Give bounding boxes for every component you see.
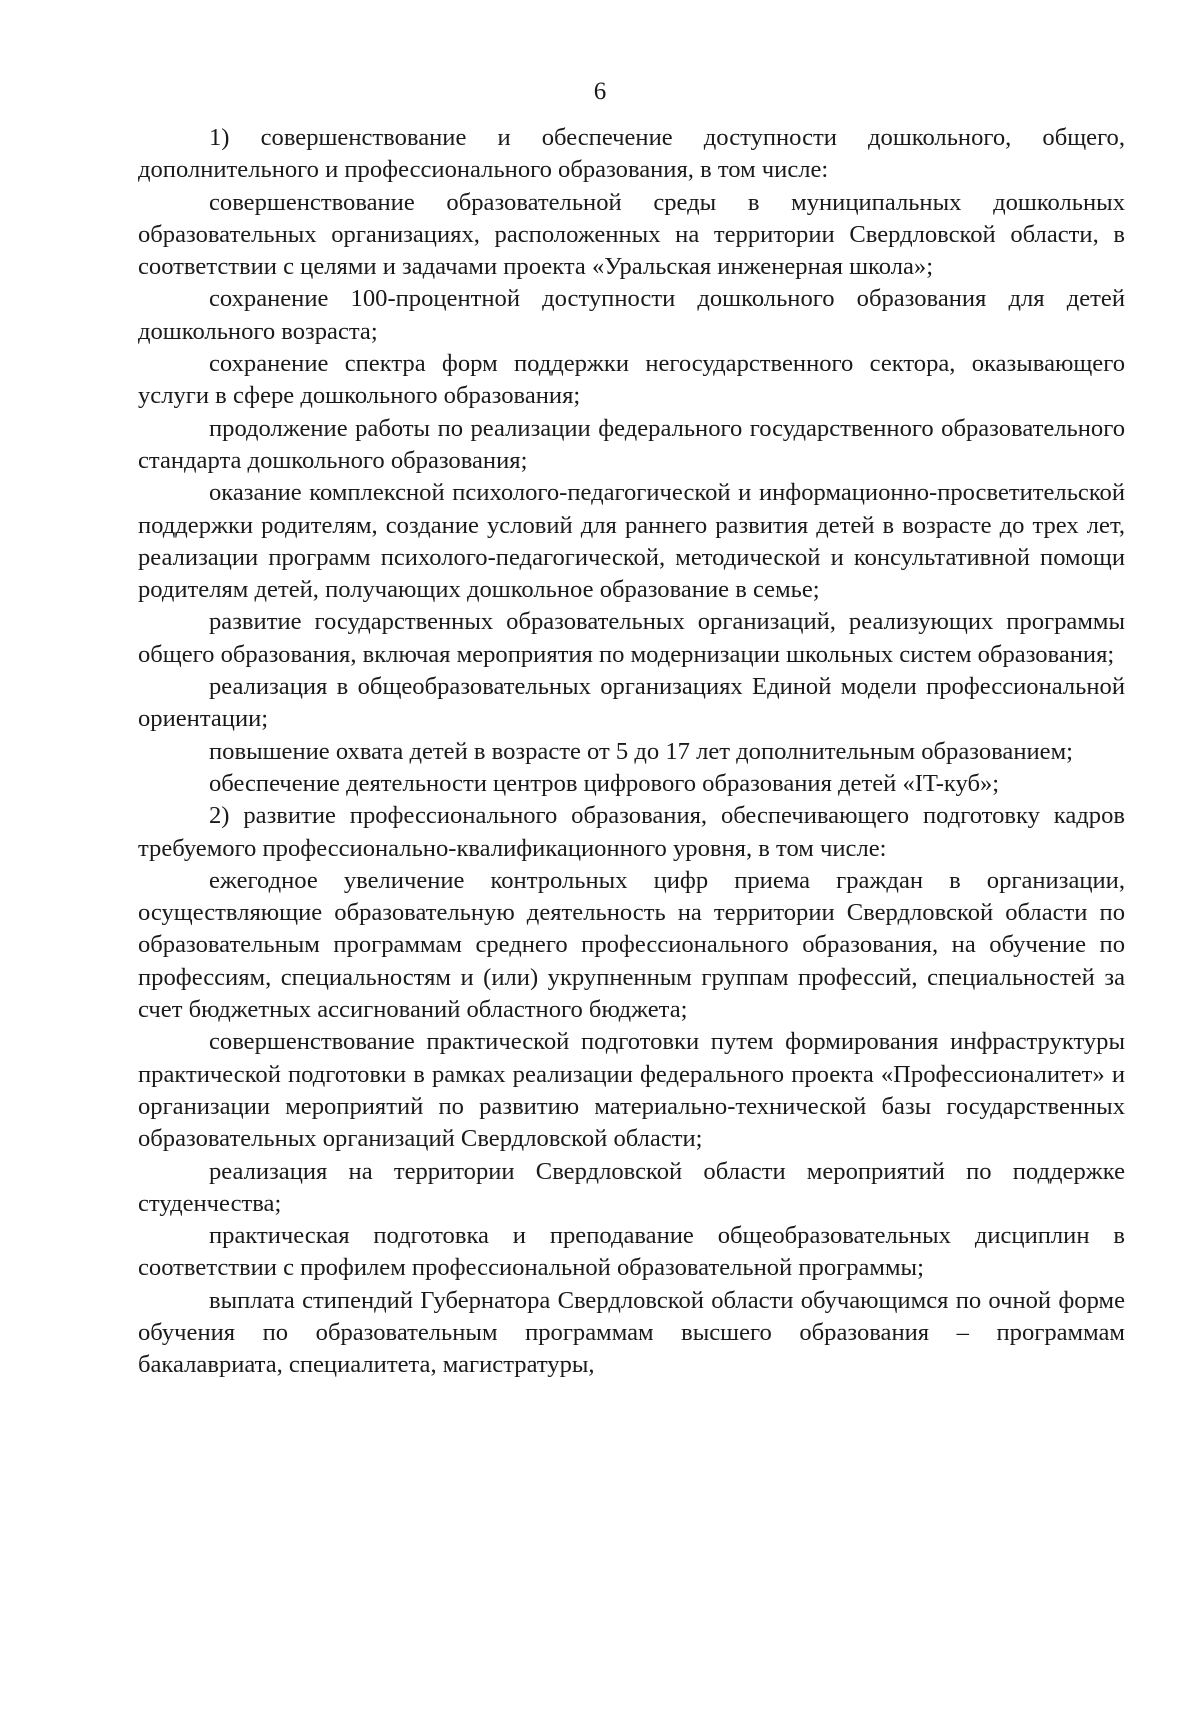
paragraph: продолжение работы по реализации федерального государственного образовательного стандарта дошкольного образования; — [138, 414, 1125, 474]
paragraph: реализация на территории Свердловской области мероприятий по поддержке студенчества; — [138, 1157, 1125, 1217]
paragraph: развитие государственных образовательных организаций, реализующих программы общего образования, включая мероприятия по модернизации школьных систем образования; — [138, 608, 1125, 668]
paragraph: совершенствование образовательной среды в муниципальных дошкольных образовательных организациях, расположенных на территории Свердловской области, в соответствии с целями и задачами проекта «Уральская инженерная школа»; — [138, 188, 1125, 281]
paragraph: оказание комплексной психолого-педагогической и информационно-просветительской поддержки родителям, создание условий для раннего развития детей в возрасте до трех лет, реализации программ психолого-педагогической, методической и консультативной помощи родителям детей, получающих дошкольное образование в семье; — [138, 479, 1125, 604]
paragraph-last: выплата стипендий Губернатора Свердловской области обучающимся по очной форме обучения по образовательным программам высшего образования – программам бакалавриата, специалитета, магистратуры, — [138, 1286, 1125, 1379]
document-body — [138, 122, 1125, 1382]
page-number: 6 — [593, 78, 607, 105]
paragraph: сохранение 100-процентной доступности дошкольного образования для детей дошкольного возраста; — [138, 285, 1125, 345]
paragraph: повышение охвата детей в возрасте от 5 до 17 лет дополнительным образованием; — [209, 737, 1073, 765]
paragraph: совершенствование практической подготовки путем формирования инфраструктуры практической подготовки в рамках реализации федерального проекта «Профессионалитет» и организации мероприятий по развитию материально-технической базы государственных образовательных организаций Свердловской области; — [138, 1028, 1125, 1153]
paragraph: сохранение спектра форм поддержки негосударственного сектора, оказывающего услуги в сфере дошкольного образования; — [138, 350, 1125, 410]
paragraph-item-2: 2) развитие профессионального образования, обеспечивающего подготовку кадров требуемого профессионально-квалификационного уровня, в том числе: — [138, 802, 1125, 862]
paragraph: ежегодное увеличение контрольных цифр приема граждан в организации, осуществляющие образовательную деятельность на территории Свердловской области по образовательным программам среднего профессионального образования, на обучение по профессиям, специальностям и (или) укрупненным группам профессий, специальностей за счет бюджетных ассигнований областного бюджета; — [138, 866, 1125, 1024]
paragraph-item-1: 1) совершенствование и обеспечение доступности дошкольного, общего, дополнительного и профессионального образования, в том числе: — [138, 124, 1125, 184]
paragraph: обеспечение деятельности центров цифрового образования детей «IT-куб»; — [209, 769, 1000, 797]
paragraph: практическая подготовка и преподавание общеобразовательных дисциплин в соответствии с профилем профессиональной образовательной программы; — [138, 1222, 1125, 1282]
paragraph: реализация в общеобразовательных организациях Единой модели профессиональной ориентации; — [138, 673, 1125, 733]
